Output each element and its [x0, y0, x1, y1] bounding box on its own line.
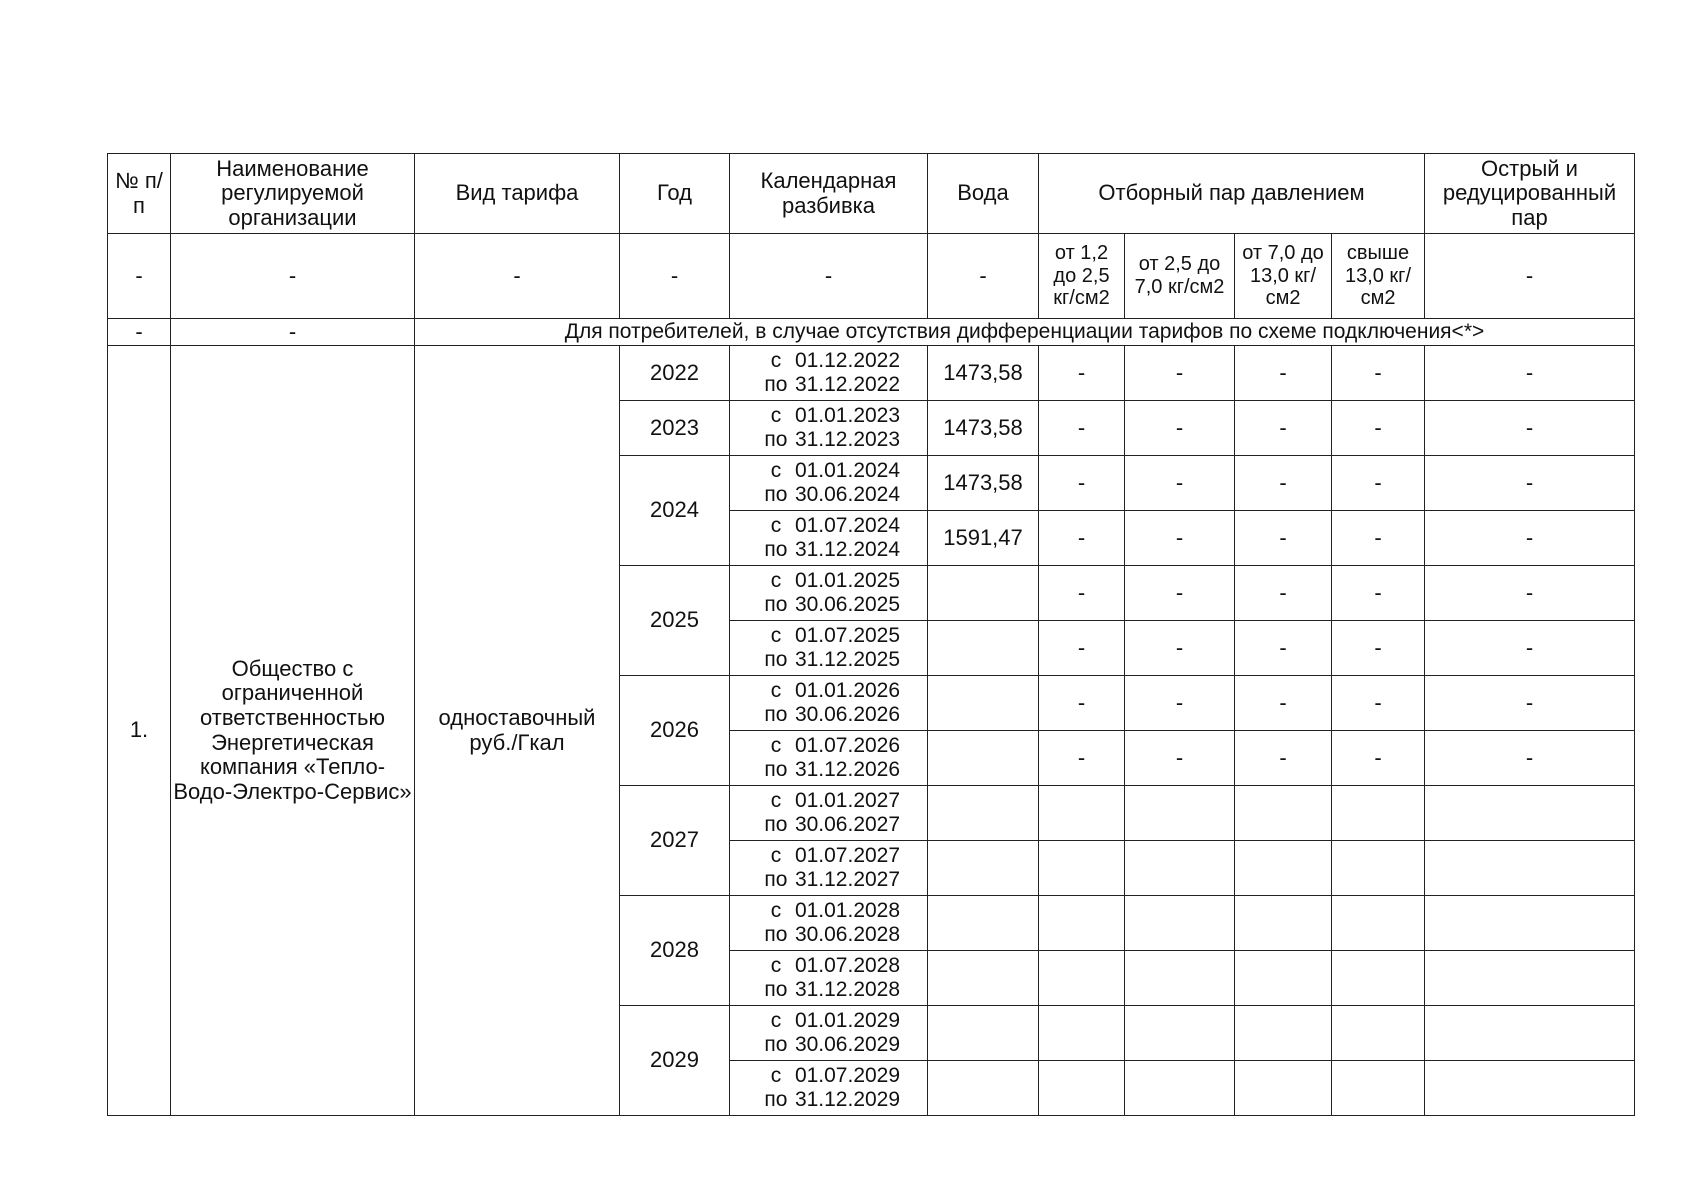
subheader-pressure-2: от 2,5 до 7,0 кг/см2 [1125, 234, 1235, 319]
steam-1-2-tariff [1039, 1061, 1125, 1116]
period-end-date: 31.12.2022 [794, 373, 901, 396]
period-start [732, 789, 925, 813]
period-start [732, 1009, 925, 1033]
period-start-date: 01.01.2023 [794, 404, 901, 428]
period-start-date: 01.01.2027 [794, 789, 901, 813]
steam-7-tariff [1235, 896, 1332, 951]
steam-2-5-tariff [1125, 786, 1235, 841]
header-water: Вода [928, 154, 1039, 234]
subheader-pressure-1: от 1,2 до 2,5 кг/см2 [1039, 234, 1125, 319]
header-year: Год [620, 154, 730, 234]
tariff-data-body [108, 346, 1635, 1116]
period-end-date: 30.06.2027 [794, 813, 901, 836]
period-start [732, 679, 925, 703]
dash-cell: - [415, 234, 620, 319]
sharp-steam-tariff: - [1425, 621, 1635, 676]
period-start-prefix: с [770, 349, 782, 373]
period-start-prefix: с [770, 679, 782, 703]
water-tariff [928, 566, 1039, 621]
steam-7-tariff: - [1235, 731, 1332, 786]
period-start [732, 349, 925, 373]
steam-7-tariff: - [1235, 676, 1332, 731]
period-end-date: 30.06.2024 [794, 483, 901, 506]
steam-2-5-tariff [1125, 896, 1235, 951]
table-row [108, 346, 1635, 401]
year-cell: 2025 [620, 566, 730, 676]
year-cell: 2022 [620, 346, 730, 401]
period-end [732, 868, 925, 892]
period-end-date: 31.12.2026 [794, 758, 901, 781]
period-end-date: 31.12.2028 [794, 978, 901, 1001]
period-start [732, 624, 925, 648]
period-start-prefix: с [770, 789, 782, 813]
calendar-period [730, 566, 928, 621]
period-start [732, 404, 925, 428]
period-start-prefix: с [770, 514, 782, 538]
organization-name: Общество с ограниченной ответственностью Энергетическая компания «Тепло-Водо-Электро-Сервис» [171, 346, 415, 1116]
period-start-prefix: с [770, 459, 782, 483]
year-cell: 2028 [620, 896, 730, 1006]
period-end-date: 31.12.2027 [794, 868, 901, 891]
calendar-period [730, 456, 928, 511]
header-tariff-type: Вид тарифа [415, 154, 620, 234]
period-start-date: 01.01.2025 [794, 569, 901, 593]
period-end [732, 593, 925, 617]
period-start-prefix: с [770, 734, 782, 758]
water-tariff: 1473,58 [928, 401, 1039, 456]
period-end-date: 30.06.2029 [794, 1033, 901, 1056]
steam-7-tariff [1235, 841, 1332, 896]
period-end-prefix: по [764, 373, 788, 396]
period-end-prefix: по [764, 978, 788, 1001]
period-start [732, 844, 925, 868]
steam-13-tariff: - [1332, 731, 1425, 786]
sharp-steam-tariff: - [1425, 456, 1635, 511]
header-row [108, 154, 1635, 234]
calendar-period [730, 621, 928, 676]
steam-7-tariff [1235, 951, 1332, 1006]
period-start-date: 01.07.2024 [794, 514, 901, 538]
steam-1-2-tariff: - [1039, 566, 1125, 621]
sharp-steam-tariff: - [1425, 511, 1635, 566]
period-start-date: 01.01.2026 [794, 679, 901, 703]
steam-1-2-tariff: - [1039, 511, 1125, 566]
water-tariff: 1473,58 [928, 346, 1039, 401]
steam-2-5-tariff: - [1125, 401, 1235, 456]
period-end [732, 373, 925, 397]
period-start-prefix: с [770, 899, 782, 923]
calendar-period [730, 841, 928, 896]
dash-cell: - [171, 234, 415, 319]
period-end-prefix: по [764, 428, 788, 451]
period-end-prefix: по [764, 703, 788, 726]
consumer-note: Для потребителей, в случае отсутствия дифференциации тарифов по схеме подключения<*> [415, 319, 1635, 346]
steam-13-tariff [1332, 1006, 1425, 1061]
water-tariff: 1473,58 [928, 456, 1039, 511]
period-start-prefix: с [770, 569, 782, 593]
period-end [732, 648, 925, 672]
water-tariff: 1591,47 [928, 511, 1039, 566]
water-tariff [928, 786, 1039, 841]
period-end [732, 483, 925, 507]
calendar-period [730, 676, 928, 731]
sharp-steam-tariff: - [1425, 676, 1635, 731]
period-end [732, 1033, 925, 1057]
period-start [732, 734, 925, 758]
steam-1-2-tariff: - [1039, 346, 1125, 401]
steam-1-2-tariff [1039, 896, 1125, 951]
period-end [732, 813, 925, 837]
period-end-prefix: по [764, 538, 788, 561]
period-end-date: 30.06.2028 [794, 923, 901, 946]
dash-cell: - [108, 319, 171, 346]
header-number: № п/п [108, 154, 171, 234]
steam-1-2-tariff: - [1039, 401, 1125, 456]
steam-1-2-tariff [1039, 1006, 1125, 1061]
year-cell: 2026 [620, 676, 730, 786]
sharp-steam-tariff [1425, 841, 1635, 896]
period-start [732, 954, 925, 978]
period-start [732, 899, 925, 923]
sharp-steam-tariff: - [1425, 346, 1635, 401]
steam-7-tariff: - [1235, 346, 1332, 401]
steam-13-tariff: - [1332, 346, 1425, 401]
steam-1-2-tariff: - [1039, 456, 1125, 511]
period-end-prefix: по [764, 923, 788, 946]
steam-2-5-tariff: - [1125, 511, 1235, 566]
sharp-steam-tariff [1425, 786, 1635, 841]
steam-13-tariff: - [1332, 401, 1425, 456]
sharp-steam-tariff: - [1425, 566, 1635, 621]
period-end [732, 923, 925, 947]
subheader-row [108, 234, 1635, 319]
water-tariff [928, 896, 1039, 951]
header-selected-steam: Отборный пар давлением [1039, 154, 1425, 234]
steam-2-5-tariff [1125, 841, 1235, 896]
period-start-prefix: с [770, 954, 782, 978]
steam-1-2-tariff [1039, 841, 1125, 896]
steam-13-tariff: - [1332, 456, 1425, 511]
steam-13-tariff [1332, 1061, 1425, 1116]
steam-7-tariff [1235, 786, 1332, 841]
steam-7-tariff: - [1235, 511, 1332, 566]
period-end-date: 31.12.2025 [794, 648, 901, 671]
period-start [732, 1064, 925, 1088]
period-start [732, 569, 925, 593]
period-end-date: 31.12.2023 [794, 428, 901, 451]
period-start-date: 01.12.2022 [794, 349, 901, 373]
steam-13-tariff [1332, 951, 1425, 1006]
tariff-type: одноставочный руб./Гкал [415, 346, 620, 1116]
water-tariff [928, 951, 1039, 1006]
steam-13-tariff: - [1332, 511, 1425, 566]
sharp-steam-tariff: - [1425, 401, 1635, 456]
steam-2-5-tariff: - [1125, 621, 1235, 676]
period-end-prefix: по [764, 868, 788, 891]
calendar-period [730, 1061, 928, 1116]
steam-1-2-tariff: - [1039, 676, 1125, 731]
header-organization: Наименование регулируемой организации [171, 154, 415, 234]
calendar-period [730, 896, 928, 951]
period-start-prefix: с [770, 844, 782, 868]
period-start-date: 01.07.2026 [794, 734, 901, 758]
year-cell: 2024 [620, 456, 730, 566]
year-cell: 2027 [620, 786, 730, 896]
steam-13-tariff [1332, 841, 1425, 896]
header-calendar: Календарная разбивка [730, 154, 928, 234]
steam-7-tariff [1235, 1006, 1332, 1061]
period-start-prefix: с [770, 1064, 782, 1088]
calendar-period [730, 1006, 928, 1061]
steam-2-5-tariff [1125, 1006, 1235, 1061]
steam-7-tariff: - [1235, 621, 1332, 676]
steam-2-5-tariff: - [1125, 566, 1235, 621]
sharp-steam-tariff [1425, 1006, 1635, 1061]
period-end [732, 703, 925, 727]
steam-2-5-tariff: - [1125, 731, 1235, 786]
steam-2-5-tariff: - [1125, 346, 1235, 401]
steam-1-2-tariff: - [1039, 621, 1125, 676]
steam-13-tariff [1332, 786, 1425, 841]
dash-cell: - [730, 234, 928, 319]
calendar-period [730, 401, 928, 456]
steam-1-2-tariff: - [1039, 731, 1125, 786]
calendar-period [730, 731, 928, 786]
steam-2-5-tariff: - [1125, 456, 1235, 511]
period-end [732, 978, 925, 1002]
water-tariff [928, 676, 1039, 731]
year-cell: 2029 [620, 1006, 730, 1116]
dash-cell: - [928, 234, 1039, 319]
calendar-period [730, 346, 928, 401]
steam-7-tariff [1235, 1061, 1332, 1116]
period-start-date: 01.01.2028 [794, 899, 901, 923]
period-start-date: 01.07.2029 [794, 1064, 901, 1088]
subheader-pressure-3: от 7,0 до 13,0 кг/см2 [1235, 234, 1332, 319]
header-sharp-steam: Острый и редуцированный пар [1425, 154, 1635, 234]
period-start-prefix: с [770, 404, 782, 428]
sharp-steam-tariff [1425, 1061, 1635, 1116]
dash-cell: - [1425, 234, 1635, 319]
period-end-prefix: по [764, 648, 788, 671]
subheader-pressure-4: свыше 13,0 кг/см2 [1332, 234, 1425, 319]
period-end-date: 30.06.2025 [794, 593, 901, 616]
steam-13-tariff: - [1332, 621, 1425, 676]
tariff-table [107, 153, 1635, 1116]
period-start-prefix: с [770, 624, 782, 648]
year-cell: 2023 [620, 401, 730, 456]
steam-7-tariff: - [1235, 401, 1332, 456]
steam-1-2-tariff [1039, 786, 1125, 841]
period-end [732, 758, 925, 782]
period-start-date: 01.07.2025 [794, 624, 901, 648]
note-row [108, 319, 1635, 346]
water-tariff [928, 731, 1039, 786]
period-start [732, 459, 925, 483]
water-tariff [928, 621, 1039, 676]
steam-13-tariff: - [1332, 566, 1425, 621]
calendar-period [730, 511, 928, 566]
water-tariff [928, 1006, 1039, 1061]
period-start-date: 01.07.2027 [794, 844, 901, 868]
period-start-date: 01.01.2029 [794, 1009, 901, 1033]
row-number: 1. [108, 346, 171, 1116]
period-end-prefix: по [764, 1088, 788, 1111]
period-end-date: 31.12.2024 [794, 538, 901, 561]
sharp-steam-tariff [1425, 951, 1635, 1006]
period-start-date: 01.01.2024 [794, 459, 901, 483]
dash-cell: - [171, 319, 415, 346]
period-end [732, 428, 925, 452]
steam-2-5-tariff [1125, 1061, 1235, 1116]
period-end-date: 30.06.2026 [794, 703, 901, 726]
period-start-prefix: с [770, 1009, 782, 1033]
steam-7-tariff: - [1235, 456, 1332, 511]
period-end-prefix: по [764, 813, 788, 836]
period-end-prefix: по [764, 758, 788, 781]
period-end [732, 538, 925, 562]
steam-2-5-tariff [1125, 951, 1235, 1006]
calendar-period [730, 951, 928, 1006]
period-start [732, 514, 925, 538]
period-end-prefix: по [764, 1033, 788, 1056]
sharp-steam-tariff: - [1425, 731, 1635, 786]
steam-13-tariff: - [1332, 676, 1425, 731]
steam-7-tariff: - [1235, 566, 1332, 621]
steam-2-5-tariff: - [1125, 676, 1235, 731]
steam-13-tariff [1332, 896, 1425, 951]
dash-cell: - [620, 234, 730, 319]
water-tariff [928, 1061, 1039, 1116]
period-end-prefix: по [764, 593, 788, 616]
calendar-period [730, 786, 928, 841]
water-tariff [928, 841, 1039, 896]
steam-1-2-tariff [1039, 951, 1125, 1006]
sharp-steam-tariff [1425, 896, 1635, 951]
period-end [732, 1088, 925, 1112]
period-end-date: 31.12.2029 [794, 1088, 901, 1111]
period-start-date: 01.07.2028 [794, 954, 901, 978]
period-end-prefix: по [764, 483, 788, 506]
dash-cell: - [108, 234, 171, 319]
